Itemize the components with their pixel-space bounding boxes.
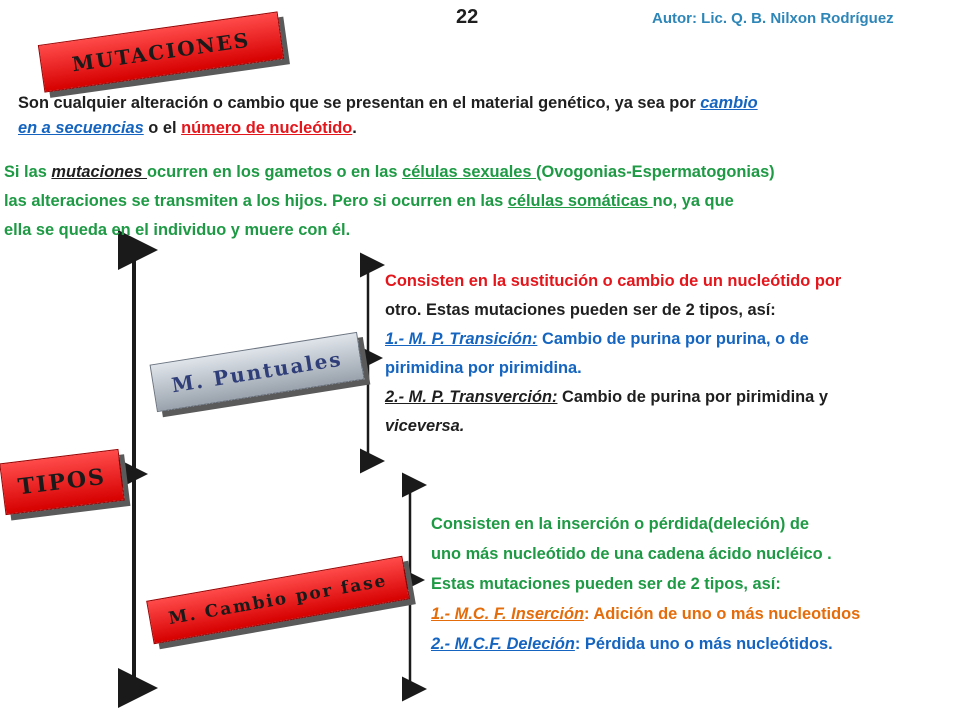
- cambio-fase-tag: M. Cambio por fase: [146, 556, 410, 644]
- gametes-text-1: Si las: [4, 163, 52, 181]
- transvercion-label: 2.- M. P. Transverción:: [385, 388, 558, 406]
- fase-line2: uno más nucleótido de una cadena ácido nucléico .: [431, 545, 832, 563]
- transicion-label: 1.- M. P. Transición:: [385, 330, 538, 348]
- insercion-label: 1.- M.C. F. Inserción: [431, 605, 585, 623]
- puntuales-tag: M. Puntuales: [150, 332, 365, 412]
- fase-line1: Consisten en la inserción o pérdida(deleción) de: [431, 515, 809, 533]
- delecion-text: : Pérdida uno o más nucleótidos.: [574, 635, 833, 653]
- gametes-line2-a: las alteraciones se transmiten a los hijos. Pero si ocurren en las: [4, 192, 508, 210]
- author-credit: Autor: Lic. Q. B. Nilxon Rodríguez: [652, 10, 894, 27]
- celulas-somaticas-term: células somáticas: [507, 192, 653, 210]
- fase-description: [431, 509, 960, 659]
- gametes-line3: ella se queda en el individuo y muere con él.: [4, 221, 351, 239]
- definition-end: .: [352, 119, 357, 137]
- mutaciones-title-tag: MUTACIONES: [38, 11, 284, 92]
- definition-text: Son cualquier alteración o cambio que se presentan en el material genético, ya sea por: [18, 94, 701, 112]
- insercion-text: : Adición de uno o más nucleotidos: [584, 605, 861, 623]
- secuencias-link[interactable]: en a secuencias: [18, 119, 144, 137]
- puntuales-line2: otro. Estas mutaciones pueden ser de 2 tipos, así:: [385, 301, 776, 319]
- nucleotido-link[interactable]: número de nucleótido: [181, 119, 353, 137]
- tipos-tag: TIPOS: [0, 449, 125, 515]
- fase-line3: Estas mutaciones pueden ser de 2 tipos, así:: [431, 575, 781, 593]
- page-number: 22: [456, 6, 479, 28]
- transvercion-text-2: viceversa.: [385, 417, 465, 435]
- definition-paragraph: [18, 91, 958, 141]
- gametes-paragraph: [4, 158, 960, 245]
- delecion-label: 2.- M.C.F. Deleción: [431, 635, 575, 653]
- gametes-text-2: ocurren en los gametos o en las: [147, 163, 403, 181]
- transicion-text-2: pirimidina por pirimidina.: [385, 359, 582, 377]
- transvercion-text: Cambio de purina por pirimidina y: [557, 388, 828, 406]
- puntuales-description: [385, 267, 960, 441]
- gametes-text-3: (Ovogonias-Espermatogonias): [536, 163, 775, 181]
- definition-text-2: o el: [143, 119, 182, 137]
- transicion-text: Cambio de purina por purina, o de: [537, 330, 809, 348]
- cambio-link[interactable]: cambio: [700, 94, 758, 112]
- puntuales-line1: Consisten en la sustitución o cambio de un nucleótido por: [385, 272, 842, 290]
- mutaciones-term: mutaciones: [51, 163, 148, 181]
- gametes-line2-b: no, ya que: [652, 192, 734, 210]
- celulas-sexuales-term: células sexuales: [402, 163, 537, 181]
